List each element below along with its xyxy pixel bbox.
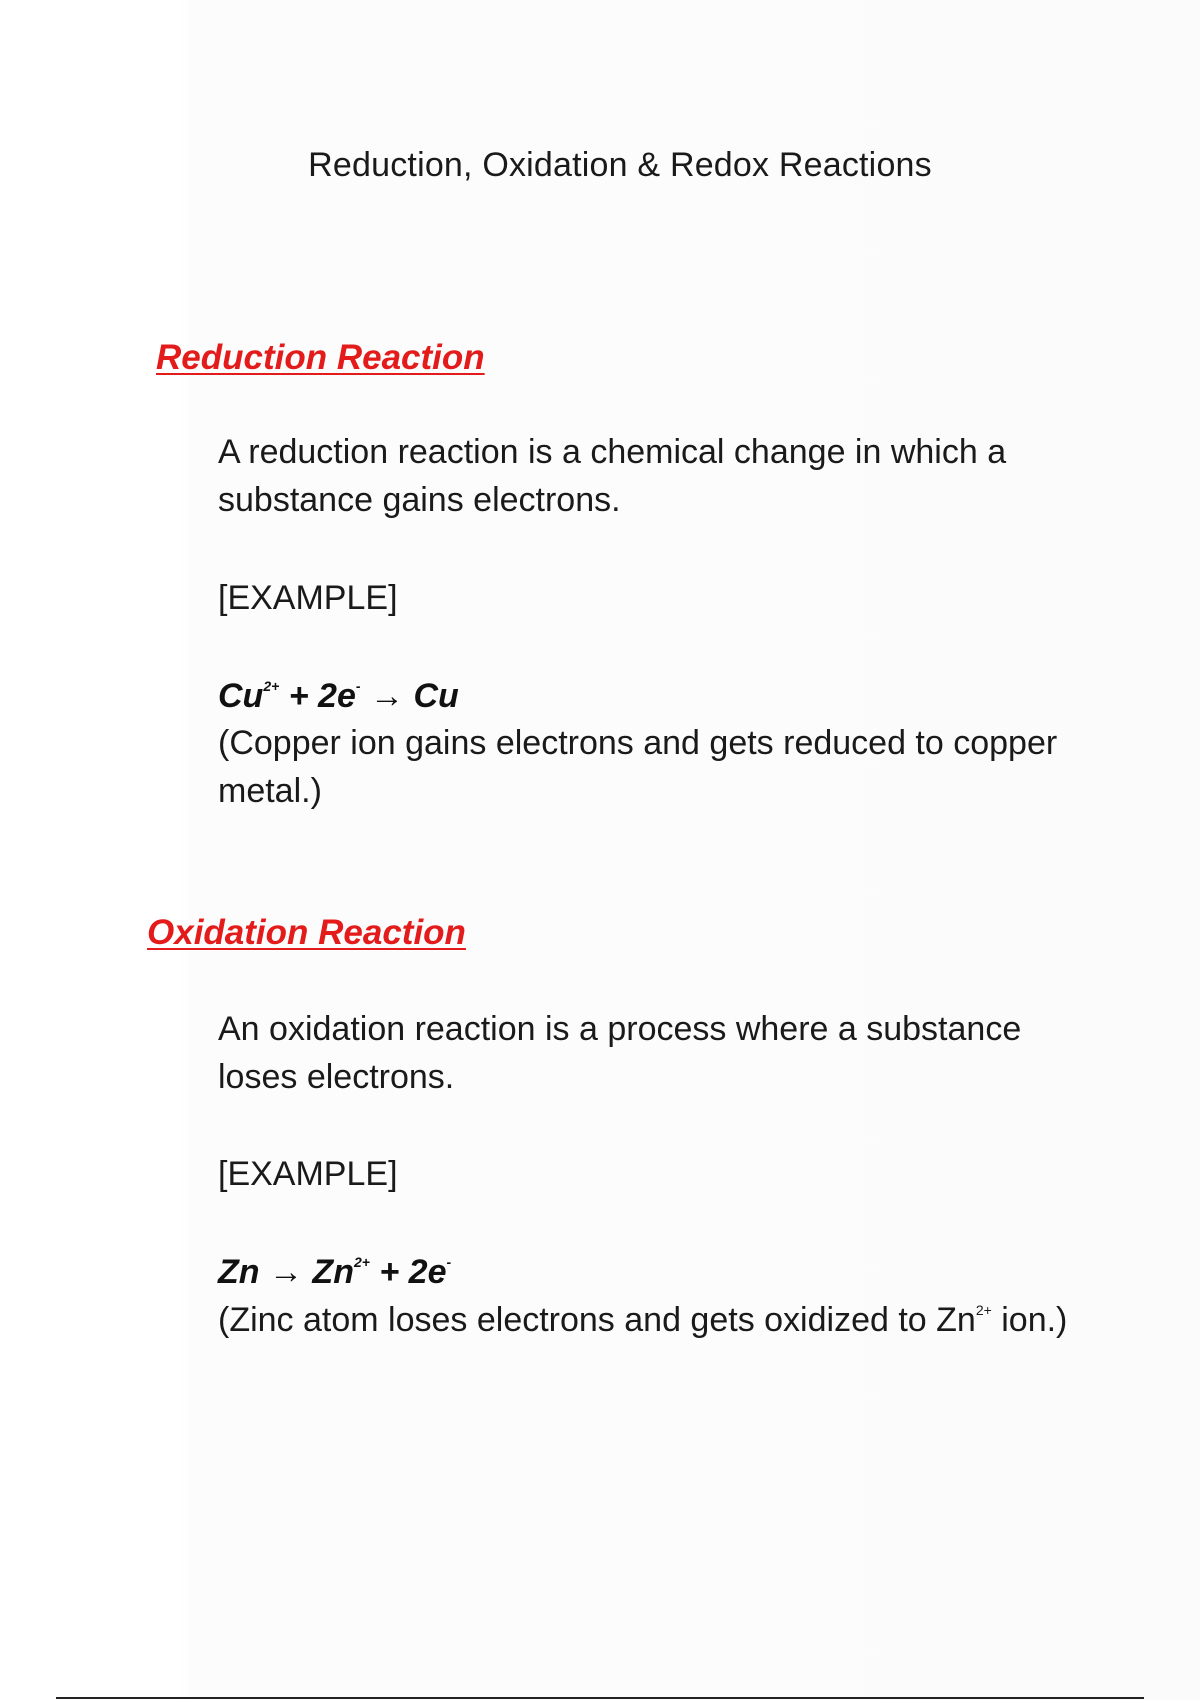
oxidation-eq-sup1: 2+	[353, 1254, 370, 1270]
oxidation-note	[218, 1296, 1098, 1344]
reduction-definition: A reduction reaction is a chemical change in which a substance gains electrons.	[218, 433, 1007, 519]
reduction-eq-part3: → Cu	[360, 677, 459, 715]
reduction-equation	[218, 677, 459, 716]
oxidation-eq-part1: Zn → Zn	[218, 1253, 354, 1291]
document-title: Reduction, Oxidation & Redox Reactions	[308, 146, 932, 184]
oxidation-eq-part2: + 2e	[369, 1253, 447, 1291]
reduction-eq-sup1: 2+	[263, 678, 280, 694]
oxidation-eq-sup2: -	[446, 1254, 452, 1270]
oxidation-example-label: [EXAMPLE]	[218, 1155, 398, 1193]
oxidation-note-pre: (Zinc atom loses electrons and gets oxidized to Zn	[218, 1301, 976, 1339]
reduction-eq-sup2: -	[355, 678, 361, 694]
bottom-divider	[56, 1697, 1144, 1699]
oxidation-definition: An oxidation reaction is a process where a substance loses electrons.	[218, 1010, 1022, 1096]
reduction-example-label: [EXAMPLE]	[218, 579, 398, 617]
reduction-note: (Copper ion gains electrons and gets reduced to copper metal.)	[218, 724, 1058, 810]
reduction-eq-part2: + 2e	[279, 677, 356, 715]
reduction-eq-part1: Cu	[218, 677, 264, 715]
oxidation-note-sup: 2+	[975, 1302, 992, 1318]
oxidation-equation	[218, 1253, 451, 1292]
oxidation-heading: Oxidation Reaction	[147, 913, 466, 952]
oxidation-note-post: ion.)	[991, 1301, 1068, 1339]
reduction-heading: Reduction Reaction	[156, 338, 485, 377]
